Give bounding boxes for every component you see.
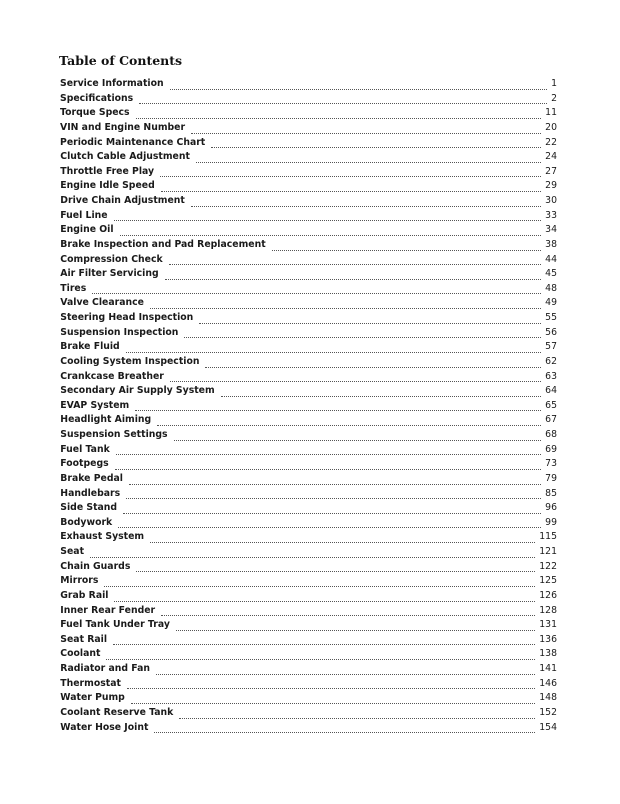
toc-entry[interactable] — [60, 561, 557, 576]
toc-entry[interactable] — [60, 634, 557, 649]
toc-entry-label: Side Stand — [60, 502, 118, 514]
toc-entry[interactable] — [60, 575, 557, 590]
toc-entry[interactable] — [60, 137, 557, 152]
toc-entry-page-number: 56 — [545, 326, 557, 338]
dot-leader — [92, 292, 541, 294]
toc-entry[interactable] — [60, 605, 557, 620]
dot-leader — [191, 205, 541, 207]
toc-entry[interactable] — [60, 678, 557, 693]
toc-entry[interactable] — [60, 283, 557, 298]
toc-entry-label: Clutch Cable Adjustment — [60, 151, 190, 163]
toc-entry[interactable] — [60, 78, 557, 93]
toc-entry[interactable] — [60, 648, 557, 663]
toc-entry[interactable] — [60, 122, 557, 137]
toc-entry-label: Water Hose Joint — [60, 721, 149, 733]
dot-leader — [90, 556, 535, 558]
toc-entry[interactable] — [60, 385, 557, 400]
toc-entry-page-number: 64 — [545, 385, 557, 397]
dot-leader — [161, 190, 541, 192]
dot-leader — [211, 146, 541, 148]
toc-entry[interactable] — [60, 341, 557, 356]
toc-entry-page-number: 138 — [539, 648, 557, 660]
toc-entry[interactable] — [60, 663, 557, 678]
toc-entry-page-number: 67 — [545, 414, 557, 426]
toc-entry-label: Drive Chain Adjustment — [60, 195, 185, 206]
toc-entry-page-number: 48 — [545, 282, 557, 294]
toc-entry-label: Coolant Reserve Tank — [60, 706, 174, 718]
toc-entry-label: Fuel Tank — [60, 443, 110, 455]
toc-entry-label: Inner Rear Fender — [60, 604, 156, 616]
toc-entry-page-number: 122 — [539, 560, 557, 572]
toc-entry[interactable] — [60, 297, 557, 312]
dot-leader — [104, 585, 535, 587]
dot-leader — [165, 278, 542, 280]
toc-entry-page-number: 30 — [545, 195, 557, 206]
dot-leader — [170, 380, 541, 382]
dot-leader — [199, 322, 541, 324]
toc-entry-label: Specifications — [60, 92, 134, 104]
toc-entry-label: Throttle Free Play — [60, 165, 155, 177]
dot-leader — [114, 219, 542, 221]
toc-entry-label: Chain Guards — [60, 560, 131, 572]
dot-leader — [161, 614, 535, 616]
toc-entry[interactable] — [60, 195, 557, 210]
toc-entry-page-number: 121 — [539, 546, 557, 557]
toc-entry-page-number: 146 — [539, 677, 557, 689]
toc-entry-page-number: 131 — [539, 619, 557, 631]
toc-entry-label: Secondary Air Supply System — [60, 385, 215, 397]
dot-leader — [127, 687, 535, 689]
toc-entry-page-number: 1 — [551, 78, 557, 89]
toc-entry[interactable] — [60, 224, 557, 239]
toc-entry-page-number: 49 — [545, 297, 557, 309]
toc-entry-label: Suspension Inspection — [60, 326, 179, 338]
toc-entry-page-number: 29 — [545, 180, 557, 192]
dot-leader — [205, 366, 541, 368]
toc-entry[interactable] — [60, 239, 557, 254]
toc-entry-label: EVAP System — [60, 399, 130, 411]
toc-entry[interactable] — [60, 473, 557, 488]
toc-entry-page-number: 68 — [545, 429, 557, 440]
toc-entry-page-number: 22 — [545, 136, 557, 148]
toc-entry[interactable] — [60, 531, 557, 546]
toc-entry-page-number: 20 — [545, 121, 557, 133]
toc-entry-page-number: 11 — [545, 107, 557, 119]
dot-leader — [157, 424, 541, 426]
toc-entry-page-number: 73 — [545, 458, 557, 470]
toc-entry-label: Headlight Aiming — [60, 414, 152, 426]
dot-leader — [120, 234, 542, 236]
toc-entry[interactable] — [60, 107, 557, 122]
toc-entry[interactable] — [60, 180, 557, 195]
toc-entry-label: Engine Idle Speed — [60, 180, 155, 192]
toc-entry[interactable] — [60, 151, 557, 166]
toc-entry[interactable] — [60, 707, 557, 722]
dot-leader — [150, 307, 541, 309]
toc-entry-label: Cooling System Inspection — [60, 355, 200, 367]
toc-entry-label: Steering Head Inspection — [60, 312, 194, 323]
toc-entry-page-number: 141 — [539, 663, 557, 674]
toc-entry[interactable] — [60, 356, 557, 371]
dot-leader — [169, 263, 541, 265]
toc-entry-page-number: 85 — [545, 487, 557, 499]
toc-entry-label: Brake Fluid — [60, 341, 120, 353]
toc-entry-page-number: 115 — [539, 531, 557, 543]
toc-entry-page-number: 99 — [545, 516, 557, 528]
toc-entry-page-number: 62 — [545, 355, 557, 367]
dot-leader — [170, 88, 548, 90]
dot-leader — [139, 102, 547, 104]
toc-entry-label: Engine Oil — [60, 224, 114, 236]
toc-entry[interactable] — [60, 400, 557, 415]
dot-leader — [115, 468, 542, 470]
toc-entry-label: Valve Clearance — [60, 297, 144, 309]
dot-leader — [196, 161, 541, 163]
toc-entry-page-number: 125 — [539, 575, 557, 587]
dot-leader — [272, 249, 542, 251]
toc-entry-label: Radiator and Fan — [60, 663, 150, 674]
toc-entry[interactable] — [60, 414, 557, 429]
toc-entry-label: Brake Pedal — [60, 472, 123, 484]
toc-entry-page-number: 38 — [545, 238, 557, 250]
toc-entry-label: Air Filter Servicing — [60, 268, 159, 280]
toc-entry-label: Seat — [60, 546, 85, 557]
toc-entry[interactable] — [60, 517, 557, 532]
toc-entry-label: Mirrors — [60, 575, 99, 587]
toc-entry-page-number: 154 — [539, 721, 557, 733]
toc-entry[interactable] — [60, 93, 557, 108]
toc-entry[interactable] — [60, 502, 557, 517]
toc-entry[interactable] — [60, 590, 557, 605]
toc-entry-page-number: 128 — [539, 604, 557, 616]
dot-leader — [126, 351, 541, 353]
toc-entry-page-number: 136 — [539, 633, 557, 645]
toc-entry-label: Torque Specs — [60, 107, 130, 119]
toc-entry[interactable] — [60, 312, 557, 327]
toc-entry[interactable] — [60, 268, 557, 283]
dot-leader — [136, 570, 535, 572]
toc-entry-page-number: 33 — [545, 209, 557, 221]
toc-entry-label: Compression Check — [60, 253, 163, 265]
dot-leader — [123, 512, 541, 514]
toc-entry[interactable] — [60, 210, 557, 225]
toc-entry[interactable] — [60, 371, 557, 386]
dot-leader — [221, 395, 541, 397]
toc-entry-page-number: 34 — [545, 224, 557, 236]
toc-entry[interactable] — [60, 722, 557, 737]
dot-leader — [191, 132, 541, 134]
toc-entry-label: Fuel Tank Under Tray — [60, 619, 170, 631]
toc-entry[interactable] — [60, 444, 557, 459]
toc-entry-label: Periodic Maintenance Chart — [60, 136, 206, 148]
dot-leader — [118, 526, 541, 528]
toc-entry[interactable] — [60, 327, 557, 342]
toc-entry-page-number: 79 — [545, 472, 557, 484]
toc-list — [60, 78, 557, 736]
dot-leader — [160, 175, 541, 177]
toc-entry[interactable] — [60, 429, 557, 444]
dot-leader — [174, 439, 542, 441]
toc-entry-label: Suspension Settings — [60, 429, 168, 440]
dot-leader — [106, 658, 535, 660]
toc-entry-page-number: 126 — [539, 589, 557, 601]
toc-entry-label: Bodywork — [60, 516, 113, 528]
toc-entry-label: Exhaust System — [60, 531, 145, 543]
dot-leader — [176, 629, 535, 631]
toc-entry[interactable] — [60, 546, 557, 561]
toc-entry-label: Seat Rail — [60, 633, 108, 645]
toc-entry-page-number: 152 — [539, 706, 557, 718]
toc-entry-label: Brake Inspection and Pad Replacement — [60, 238, 266, 250]
toc-entry-page-number: 65 — [545, 399, 557, 411]
toc-entry-label: Service Information — [60, 78, 164, 89]
dot-leader — [116, 453, 541, 455]
dot-leader — [184, 336, 541, 338]
toc-entry-page-number: 96 — [545, 502, 557, 514]
toc-entry-label: Crankcase Breather — [60, 370, 164, 382]
toc-entry-page-number: 69 — [545, 443, 557, 455]
toc-entry[interactable] — [60, 488, 557, 503]
dot-leader — [136, 117, 542, 119]
toc-entry[interactable] — [60, 166, 557, 181]
toc-entry-label: Handlebars — [60, 487, 121, 499]
toc-entry-label: Fuel Line — [60, 209, 108, 221]
toc-entry-page-number: 2 — [551, 92, 557, 104]
toc-entry-page-number: 55 — [545, 312, 557, 323]
dot-leader — [131, 702, 535, 704]
dot-leader — [179, 717, 535, 719]
dot-leader — [150, 541, 535, 543]
toc-entry-page-number: 27 — [545, 165, 557, 177]
toc-entry-label: Tires — [60, 282, 87, 294]
toc-entry[interactable] — [60, 458, 557, 473]
toc-entry-page-number: 45 — [545, 268, 557, 280]
dot-leader — [126, 497, 541, 499]
toc-entry-label: Thermostat — [60, 677, 121, 689]
dot-leader — [114, 600, 535, 602]
toc-entry[interactable] — [60, 692, 557, 707]
page-title: Table of Contents — [59, 53, 183, 68]
toc-entry-label: VIN and Engine Number — [60, 121, 186, 133]
toc-entry-page-number: 63 — [545, 370, 557, 382]
toc-entry[interactable] — [60, 254, 557, 269]
toc-entry-page-number: 24 — [545, 151, 557, 163]
toc-entry[interactable] — [60, 619, 557, 634]
dot-leader — [135, 409, 541, 411]
dot-leader — [113, 643, 535, 645]
toc-entry-label: Water Pump — [60, 692, 125, 704]
dot-leader — [156, 673, 535, 675]
toc-entry-label: Coolant — [60, 648, 101, 660]
toc-entry-label: Grab Rail — [60, 589, 109, 601]
toc-entry-page-number: 57 — [545, 341, 557, 353]
toc-entry-label: Footpegs — [60, 458, 109, 470]
dot-leader — [154, 731, 535, 733]
toc-entry-page-number: 44 — [545, 253, 557, 265]
dot-leader — [129, 483, 541, 485]
toc-entry-page-number: 148 — [539, 692, 557, 704]
